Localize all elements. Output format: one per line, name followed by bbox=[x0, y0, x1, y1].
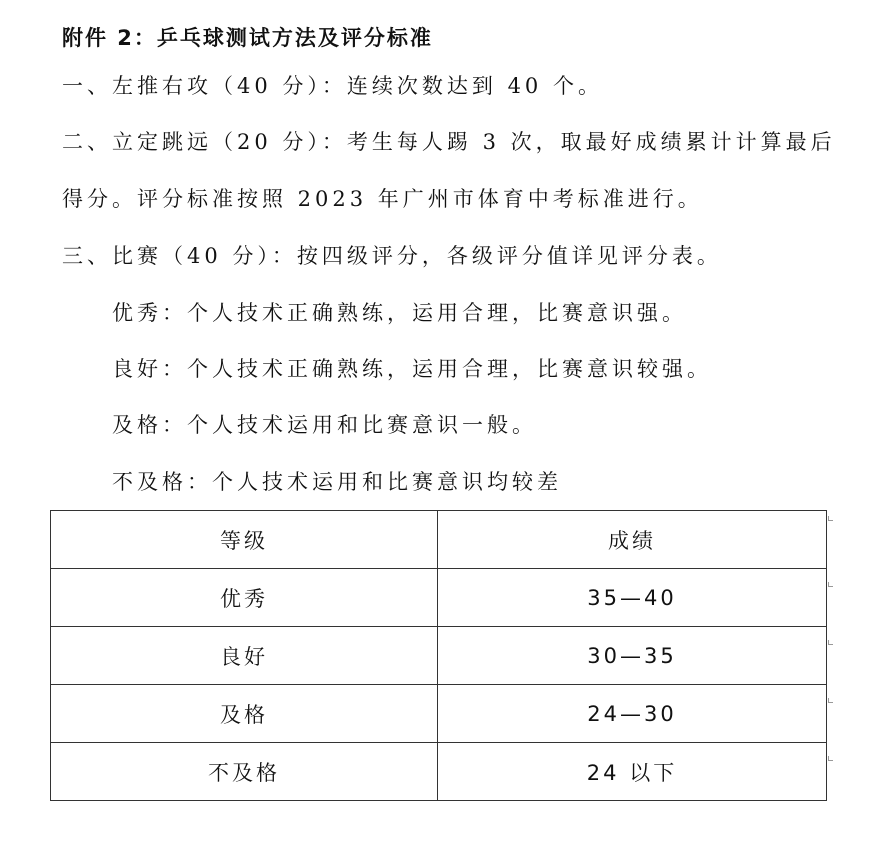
table-row bbox=[51, 685, 827, 743]
grade-description-fail: 不及格：个人技术运用和比赛意识均较差 bbox=[112, 470, 562, 494]
table-header-row bbox=[51, 511, 827, 569]
row-end-mark bbox=[828, 756, 833, 761]
row-end-mark bbox=[828, 582, 833, 587]
table-cell-score: 35—40 bbox=[438, 569, 827, 627]
row-end-mark bbox=[828, 698, 833, 703]
table-cell-grade: 及格 bbox=[51, 685, 438, 743]
table-cell-score: 30—35 bbox=[438, 627, 827, 685]
row-end-mark bbox=[828, 516, 833, 521]
grade-description-pass: 及格：个人技术运用和比赛意识一般。 bbox=[112, 413, 537, 437]
table-cell-grade: 不及格 bbox=[51, 743, 438, 801]
paragraph-item-2-continued: 得分。评分标准按照 2023 年广州市体育中考标准进行。 bbox=[62, 187, 703, 211]
table-cell-grade: 优秀 bbox=[51, 569, 438, 627]
table-header-score: 成绩 bbox=[438, 511, 827, 569]
table-row bbox=[51, 627, 827, 685]
table-cell-grade: 良好 bbox=[51, 627, 438, 685]
row-end-mark bbox=[828, 640, 833, 645]
paragraph-item-1: 一、左推右攻（40 分）：连续次数达到 40 个。 bbox=[62, 74, 603, 98]
table-cell-score: 24 以下 bbox=[438, 743, 827, 801]
table-header-grade: 等级 bbox=[51, 511, 438, 569]
score-table bbox=[50, 510, 827, 801]
paragraph-item-2: 二、立定跳远（20 分）：考生每人踢 3 次，取最好成绩累计计算最后 bbox=[62, 130, 836, 154]
paragraph-item-3: 三、比赛（40 分）：按四级评分，各级评分值详见评分表。 bbox=[62, 244, 722, 268]
document-title: 附件 2：乒乓球测试方法及评分标准 bbox=[62, 26, 433, 50]
grade-description-excellent: 优秀：个人技术正确熟练，运用合理，比赛意识强。 bbox=[112, 301, 687, 325]
grade-description-good: 良好：个人技术正确熟练，运用合理，比赛意识较强。 bbox=[112, 357, 712, 381]
table-cell-score: 24—30 bbox=[438, 685, 827, 743]
table-row bbox=[51, 569, 827, 627]
table-row bbox=[51, 743, 827, 801]
